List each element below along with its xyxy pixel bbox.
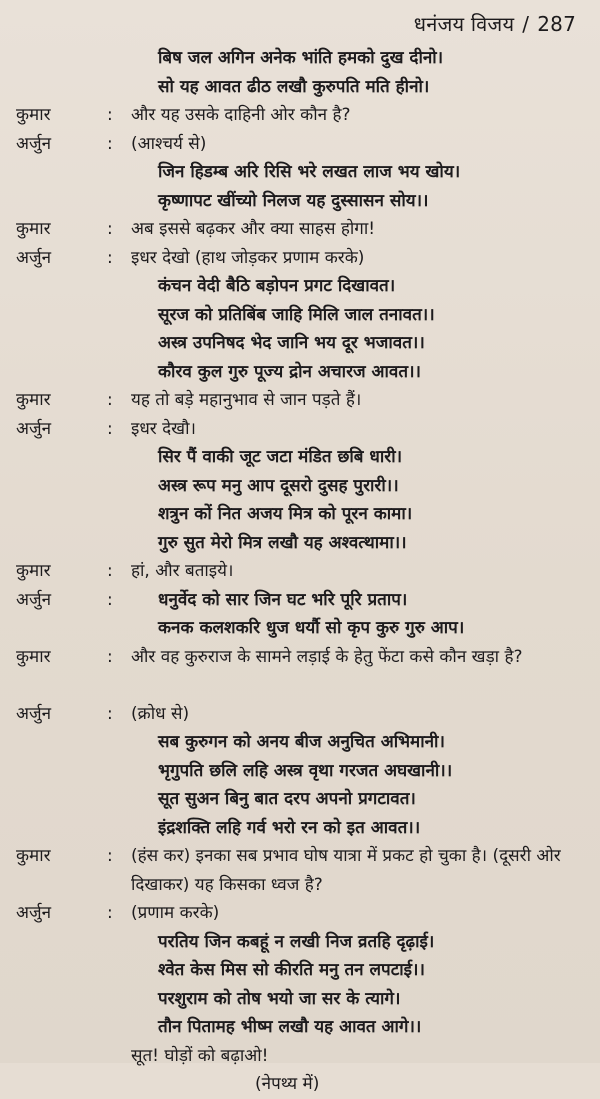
verse-line <box>0 985 600 1014</box>
verse-text: अस्त्र रूप मनु आप दूसरो दुसह पुरारी।। <box>158 475 399 496</box>
dialogue-text: (क्रोध से) <box>131 703 190 724</box>
dialogue-line <box>0 557 600 586</box>
verse-line <box>0 272 600 301</box>
stage-direction <box>0 1070 600 1099</box>
page-header <box>414 10 576 37</box>
verse-line <box>0 443 600 472</box>
speaker-name: कुमार <box>16 561 51 581</box>
speaker-colon: : <box>107 846 113 866</box>
verse-text: सूरज को प्रतिबिंब जाहि मिलि जाल तनावत।। <box>158 304 435 325</box>
speaker-colon: : <box>107 703 113 724</box>
speaker-name: अर्जुन <box>16 133 52 154</box>
verse-text: तौन पितामह भीष्म लखौ यह आवत आगे।। <box>158 1017 422 1037</box>
dialogue-line <box>0 386 600 415</box>
verse-line <box>0 158 600 187</box>
speaker-name: अर्जुन <box>16 418 52 439</box>
stage-direction-text: (नेपथ्य में) <box>255 1074 320 1094</box>
dialogue-text: और यह उसके दाहिनी ओर कौन है? <box>131 105 351 125</box>
dialogue-line <box>0 586 600 615</box>
speaker-name: कुमार <box>16 846 51 866</box>
verse-line <box>0 472 600 501</box>
speaker-colon: : <box>107 589 113 610</box>
dialogue-text: और वह कुरुराज के सामने लड़ाई के हेतु फेंटा कसे कौन खड़ा है? <box>131 646 523 667</box>
verse-line <box>0 928 600 957</box>
verse-text: शत्रुन कों नित अजय मित्र को पूरन कामा। <box>158 504 413 524</box>
dialogue-text: (आश्चर्य से) <box>131 133 207 154</box>
verse-text: कंचन वेदी बैठि बड़ोपन प्रगट दिखावत। <box>158 276 396 296</box>
speaker-name: अर्जुन <box>16 903 52 923</box>
speaker-name: अर्जुन <box>16 247 52 268</box>
dialogue-line <box>0 244 600 273</box>
speaker-colon: : <box>107 219 113 239</box>
dialogue-line <box>0 700 600 729</box>
verse-text: जिन हिडम्ब अरि रिसि भरे लखत लाज भय खोय। <box>158 162 461 182</box>
verse-line <box>0 301 600 330</box>
verse-text: अस्त्र उपनिषद भेद जानि भय दूर भजावत।। <box>158 333 425 353</box>
verse-line <box>0 814 600 843</box>
verse-text: सो यह आवत ढीठ लखौ कुरुपति मति हीनो। <box>158 76 430 97</box>
speaker-colon: : <box>107 247 113 268</box>
verse-text: कनक कलशकरि धुज धर्यौ सो कृप कुरु गुरु आप। <box>158 618 465 638</box>
dialogue-line <box>0 842 600 899</box>
verse-text: श्वेत केस मिस सो कीरति मनु तन लपटाई।। <box>158 960 425 980</box>
verse-text: भृगुपति छलि लहि अस्त्र वृथा गरजत अघखानी।। <box>158 760 453 781</box>
verse-text: इंद्रशक्ति लहि गर्व भरो रन को इत आवत।। <box>158 817 421 838</box>
dialogue-text: हां, और बताइये। <box>131 561 234 581</box>
page-number: 287 <box>537 12 576 36</box>
verse-text: परतिय जिन कबहूं न लखी निज व्रतहि दृढ़ाई। <box>158 931 435 952</box>
verse-line <box>0 728 600 757</box>
dialogue-text: यह तो बड़े महानुभाव से जान पड़ते हैं। <box>131 390 362 410</box>
verse-text: कृष्णापट खींच्यो निलज यह दुस्सासन सोय।। <box>158 190 429 211</box>
dialogue-text: अब इससे बढ़कर और क्या साहस होगा! <box>131 219 376 239</box>
speaker-colon: : <box>107 561 113 581</box>
verse-text: गुरु सुत मेरो मित्र लखौ यह अश्वत्थामा।। <box>158 532 407 553</box>
dialogue-text: इधर देखौ। <box>131 418 196 439</box>
verse-text: सब कुरुगन को अनय बीज अनुचित अभिमानी। <box>158 732 445 752</box>
speaker-name: कुमार <box>16 646 51 667</box>
speaker-colon: : <box>107 903 113 923</box>
dialogue-line <box>0 130 600 159</box>
verse-line <box>0 614 600 643</box>
dialogue-text: धनुर्वेद को सार जिन घट भरि पूरि प्रताप। <box>158 589 408 610</box>
verse-line <box>0 44 600 73</box>
speaker-colon: : <box>107 105 113 125</box>
dialogue-continuation <box>0 1042 600 1071</box>
verse-line <box>0 500 600 529</box>
dialogue-line <box>0 643 600 700</box>
speaker-name: कुमार <box>16 390 51 410</box>
speaker-name: अर्जुन <box>16 703 52 724</box>
verse-line <box>0 329 600 358</box>
speaker-name: अर्जुन <box>16 589 52 610</box>
dialogue-line <box>0 899 600 928</box>
dialogue-line <box>0 415 600 444</box>
verse-line <box>0 73 600 102</box>
dialogue-text: इधर देखो (हाथ जोड़कर प्रणाम करके) <box>131 247 365 268</box>
speaker-colon: : <box>107 418 113 439</box>
verse-line <box>0 785 600 814</box>
play-text <box>0 44 600 1099</box>
verse-line <box>0 187 600 216</box>
speaker-name: कुमार <box>16 105 51 125</box>
verse-line <box>0 358 600 387</box>
speaker-colon: : <box>107 646 113 667</box>
speaker-name: कुमार <box>16 219 51 239</box>
verse-text: परशुराम को तोष भयो जा सर के त्यागे। <box>158 988 401 1009</box>
verse-text: कौरव कुल गुरु पूज्य द्रोन अचारज आवत।। <box>158 361 421 382</box>
speaker-colon: : <box>107 390 113 410</box>
dialogue-text: (प्रणाम करके) <box>131 903 220 923</box>
verse-line <box>0 956 600 985</box>
verse-text: सिर पैं वाकी जूट जटा मंडित छबि धारी। <box>158 447 403 467</box>
verse-line <box>0 529 600 558</box>
dialogue-text: (हंस कर) इनका सब प्रभाव घोष यात्रा में प्रकट हो चुका है। (दूसरी ओर दिखाकर) यह किसका ध्वज है? <box>131 846 561 895</box>
speaker-colon: : <box>107 133 113 154</box>
verse-line <box>0 757 600 786</box>
verse-text: बिष जल अगिन अनेक भांति हमको दुख दीनो। <box>158 48 444 68</box>
dialogue-text: सूत! घोड़ों को बढ़ाओ! <box>131 1045 269 1066</box>
header-separator: / <box>522 12 530 36</box>
dialogue-line <box>0 215 600 244</box>
dialogue-line <box>0 101 600 130</box>
verse-text: सूत सुअन बिनु बात दरप अपनो प्रगटावत। <box>158 789 416 809</box>
running-title: धनंजय विजय <box>413 12 515 36</box>
verse-line <box>0 1013 600 1042</box>
